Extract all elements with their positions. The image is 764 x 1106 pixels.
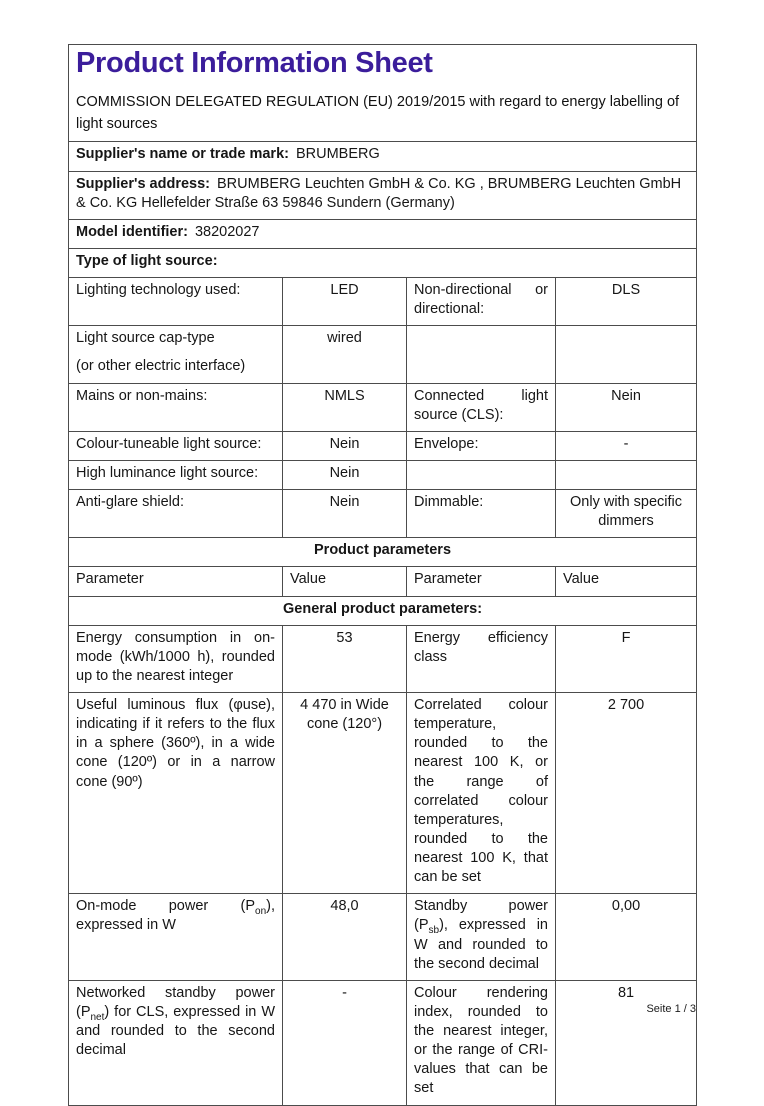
value-cell: - <box>283 980 407 1105</box>
param-row-energy-consumption <box>69 625 697 692</box>
value-cell: Nein <box>283 460 407 489</box>
model-identifier-value: 38202027 <box>194 223 260 240</box>
param-cell: Connected light source (CLS): <box>407 383 556 431</box>
value-cell: Nein <box>283 490 407 538</box>
param-cell <box>69 980 283 1105</box>
param-cell: Anti-glare shield: <box>69 490 283 538</box>
column-header-value: Value <box>283 567 407 596</box>
spec-row-high-luminance <box>69 460 697 489</box>
param-cell <box>69 894 283 981</box>
section-header-general-parameters: General product parameters: <box>69 596 697 625</box>
param-cell: Dimmable: <box>407 490 556 538</box>
param-cell-empty <box>407 326 556 383</box>
param-cell: Mains or non-mains: <box>69 383 283 431</box>
cap-type-line1: Light source cap-type <box>76 330 215 347</box>
value-cell: 48,0 <box>283 894 407 981</box>
param-row-luminous-flux <box>69 693 697 894</box>
param-cell: Energy consumption in on-mode (kWh/1000 h), rounded up to the nearest integer <box>69 625 283 692</box>
spec-row-mains <box>69 383 697 431</box>
value-cell: 4 470 in Wide cone (120°) <box>283 693 407 894</box>
param-text: Networked standby power (P <box>76 984 275 1020</box>
param-subscript: sb <box>428 925 440 937</box>
param-cell: Energy efficiency class <box>407 625 556 692</box>
param-cell: Non-directional or directional: <box>407 278 556 326</box>
supplier-name-value: BRUMBERG <box>295 146 380 163</box>
param-subscript: on <box>255 906 267 918</box>
value-cell-empty <box>556 326 697 383</box>
supplier-address-value: BRUMBERG Leuchten GmbH & Co. KG , BRUMBERG Leuchten GmbH & Co. KG Hellefelder Straße 63 59846 Sundern (Germany) <box>76 175 682 211</box>
spec-row-anti-glare <box>69 490 697 538</box>
param-cell <box>407 894 556 981</box>
cap-type-line2: (or other electric interface) <box>76 358 246 375</box>
column-header-value: Value <box>556 567 697 596</box>
value-cell: LED <box>283 278 407 326</box>
info-table <box>68 44 697 1106</box>
column-header-parameter: Parameter <box>69 567 283 596</box>
param-text: ), expressed in W and rounded to the second decimal <box>414 917 548 972</box>
value-cell: Only with specific dimmers <box>556 490 697 538</box>
title-block <box>69 45 697 142</box>
param-cell <box>69 326 283 383</box>
param-text: ), expressed in W <box>76 898 275 934</box>
value-cell: Nein <box>556 383 697 431</box>
param-text: ) for CLS, expressed in W and rounded to the second decimal <box>76 1003 275 1059</box>
value-cell-empty <box>556 460 697 489</box>
column-header-parameter: Parameter <box>407 567 556 596</box>
value-cell: F <box>556 625 697 692</box>
type-of-light-source-label: Type of light source: <box>76 252 218 269</box>
value-cell: - <box>556 431 697 460</box>
value-cell: 0,00 <box>556 894 697 981</box>
param-row-on-mode-power <box>69 894 697 981</box>
param-cell: Colour rendering index, rounded to the nearest integer, or the range of CRI-values that can be set <box>407 980 556 1105</box>
supplier-address-label: Supplier's address: <box>76 175 210 192</box>
value-cell: DLS <box>556 278 697 326</box>
column-header-row <box>69 567 697 596</box>
spec-row-cap-type <box>69 326 697 383</box>
param-cell-empty <box>407 460 556 489</box>
page-number: Seite 1 / 3 <box>646 1003 696 1015</box>
param-row-networked-standby <box>69 980 697 1105</box>
section-header-product-parameters: Product parameters <box>69 538 697 567</box>
param-text: Standby power (P <box>414 898 548 934</box>
value-cell: NMLS <box>283 383 407 431</box>
param-cell: High luminance light source: <box>69 460 283 489</box>
param-cell: Correlated colour temperature, rounded to the nearest 100 K, or the range of correlated colour temperatures, rounded to the nearest 100 K, that can be set <box>407 693 556 894</box>
supplier-address-row <box>69 171 697 219</box>
value-cell: wired <box>283 326 407 383</box>
spec-row-colour-tuneable <box>69 431 697 460</box>
page-title: Product Information Sheet <box>76 47 433 79</box>
value-cell: 53 <box>283 625 407 692</box>
supplier-name-row <box>69 142 697 171</box>
spec-row-lighting-technology <box>69 278 697 326</box>
value-cell: 2 700 <box>556 693 697 894</box>
param-cell: Useful luminous flux (φuse), indicating if it refers to the flux in a sphere (360º), in a wide cone (120º) or in a narrow cone (90º) <box>69 693 283 894</box>
model-identifier-label: Model identifier: <box>76 223 188 240</box>
param-text: On-mode power (P <box>76 898 256 915</box>
param-subscript: net <box>90 1011 105 1023</box>
supplier-name-label: Supplier's name or trade mark: <box>76 146 289 163</box>
type-of-light-source-row <box>69 248 697 277</box>
regulation-subtitle: COMMISSION DELEGATED REGULATION (EU) 2019/2015 with regard to energy labelling of light sources <box>76 93 680 132</box>
value-cell: Nein <box>283 431 407 460</box>
param-cell: Envelope: <box>407 431 556 460</box>
param-cell: Lighting technology used: <box>69 278 283 326</box>
param-cell: Colour-tuneable light source: <box>69 431 283 460</box>
value-cell: 81 <box>556 980 697 1105</box>
model-identifier-row <box>69 219 697 248</box>
